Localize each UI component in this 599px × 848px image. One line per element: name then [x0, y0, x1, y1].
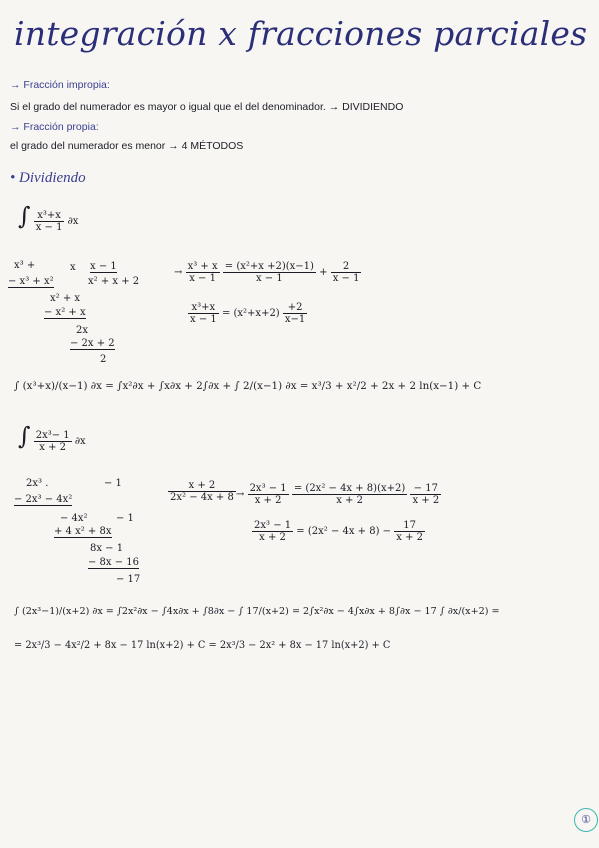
- ex2-eqA-tail-den: x + 2: [412, 495, 440, 506]
- ex1-eq2-rhs: = (x²+x+2): [221, 308, 280, 319]
- ex2-eqA-tail-num: − 17: [410, 483, 441, 495]
- ex1-div-line2: − x³ + x²: [8, 276, 54, 287]
- ex1-eq2-den: x − 1: [190, 314, 217, 325]
- ex2-int-num: 2x³− 1: [35, 430, 70, 441]
- ex2-eqA-mid-den: x + 2: [336, 495, 363, 506]
- ex1-div-times: x: [70, 262, 76, 273]
- ex2-eqA-num: 2x³ − 1: [249, 483, 287, 494]
- improper-heading: → Fracción impropia:: [10, 79, 110, 91]
- ex2-final1: ∫ (2x³−1)/(x+2) ∂x = ∫2x²∂x − ∫4x∂x + ∫8∂x − ∫ 17/(x+2) = 2∫x²∂x − 4∫x∂x + 8∫∂x − 17 ∫ ∂x/(x+2) =: [14, 606, 500, 617]
- ex2-eqB-den: x + 2: [259, 532, 286, 543]
- ex1-eq1-den: x − 1: [189, 273, 216, 284]
- ex1-div-r1: x² + x: [50, 293, 81, 304]
- ex1-quotient: x² + x + 2: [88, 276, 140, 287]
- ex2-eqB-mid: = (2x² − 4x + 8) −: [296, 526, 392, 537]
- ex2-div-l2: − 2x³ − 4x²: [14, 494, 73, 505]
- proper-text: el grado del numerador es menor → 4 MÉTODOS: [10, 140, 244, 152]
- ex1-eq2-rden: x−1: [284, 314, 306, 325]
- ex1-div-r2: − x² + x: [44, 307, 86, 318]
- ex2-divisor: x + 2: [168, 480, 236, 492]
- ex2-div-l6: − 8x − 16: [88, 557, 140, 568]
- ex1-div-r3: 2x: [76, 325, 89, 336]
- ex1-int-d: ∂x: [67, 216, 79, 227]
- ex2-int-den: x + 2: [39, 442, 67, 453]
- ex2-eqB-num: 2x³ − 1: [254, 520, 292, 531]
- ex2-divisor-block: [168, 480, 236, 503]
- ex2-div-l7: − 17: [116, 574, 141, 585]
- ex2-div-l3b: − 1: [116, 513, 134, 524]
- ex2-div-l1: 2x³ .: [26, 478, 49, 489]
- ex2-div-l1b: − 1: [104, 478, 122, 489]
- ex2-eqB-tail-num: 17: [394, 520, 425, 532]
- ex2-eqB-tail-den: x + 2: [396, 532, 423, 543]
- ex2-div-l3: − 4x²: [60, 513, 88, 524]
- example2-integral: ∫ $\frac{\text{2x³− 1}}{x + 2}$ ∂x: [18, 422, 86, 453]
- example1-integral: ∫ $\frac{\text{x³+x}}{x - 1}$ ∂x: [18, 202, 79, 233]
- ex1-eq1-rnum: 2: [331, 261, 362, 273]
- ex2-eqB: [252, 520, 425, 543]
- ex2-div-l5: 8x − 1: [90, 543, 124, 554]
- ex2-eqA: → $\frac{\text{2x³ − 1}}{x + 2}$ $\frac{\text{= (2x² − 4x + 8)(x+2)}}{x + 2}$ $\frac{- 17}{x + 2}$: [236, 483, 440, 506]
- ex1-div-line1: x³ +: [14, 260, 36, 271]
- ex1-eq2-num: x³+x: [188, 302, 219, 314]
- ex1-eq1-mid: = (x²+x +2)(x−1): [224, 261, 314, 272]
- page-title: integración x fracciones parciales: [14, 14, 588, 53]
- proper-heading: → Fracción propia:: [10, 121, 99, 133]
- ex1-result: ∫ (x³+x)/(x−1) ∂x = ∫x²∂x + ∫x∂x + 2∫∂x + ∫ 2/(x−1) ∂x = x³/3 + x²/2 + 2x + 2 ln(x−1) + C: [14, 380, 482, 392]
- ex2-eqA-den: x + 2: [254, 495, 282, 506]
- ex2-quotient: 2x² − 4x + 8: [170, 492, 234, 503]
- ex1-divisor: x − 1: [90, 261, 117, 272]
- ex1-eq2-rnum: +2: [283, 302, 307, 314]
- ex1-int-num: x³+x: [34, 210, 65, 222]
- improper-text: Si el grado del numerador es mayor o igual que el del denominador. → DIVIDIENDO: [10, 101, 404, 113]
- ex1-eq2: [188, 302, 307, 325]
- page-number-badge: ①: [574, 808, 598, 832]
- ex1-eq1-rden: x − 1: [332, 273, 360, 284]
- ex1-eq1-plus: +: [319, 267, 328, 278]
- ex2-int-d: ∂x: [74, 436, 86, 447]
- ex1-div-r5: 2: [100, 354, 107, 365]
- ex1-eq1-num: x³ + x: [187, 261, 218, 272]
- ex2-eqA-mid: = (2x² − 4x + 8)(x+2): [293, 483, 406, 494]
- section-title: • Dividiendo: [10, 170, 86, 186]
- ex1-eq1-mid-den: x − 1: [255, 273, 283, 284]
- ex1-int-den: x − 1: [35, 222, 63, 233]
- ex2-div-l4: + 4 x² + 8x: [54, 526, 112, 537]
- ex2-final2: = 2x³/3 − 4x²/2 + 8x − 17 ln(x+2) + C = 2x³/3 − 2x² + 8x − 17 ln(x+2) + C: [14, 640, 391, 651]
- ex1-div-r4: − 2x + 2: [70, 338, 115, 349]
- ex1-eq1: → $\frac{\text{x³ + x}}{x - 1}$ $\frac{\text{= (x²+x +2)(x−1)}}{x - 1}$ + $\frac{2}{x - 1}$: [174, 261, 360, 284]
